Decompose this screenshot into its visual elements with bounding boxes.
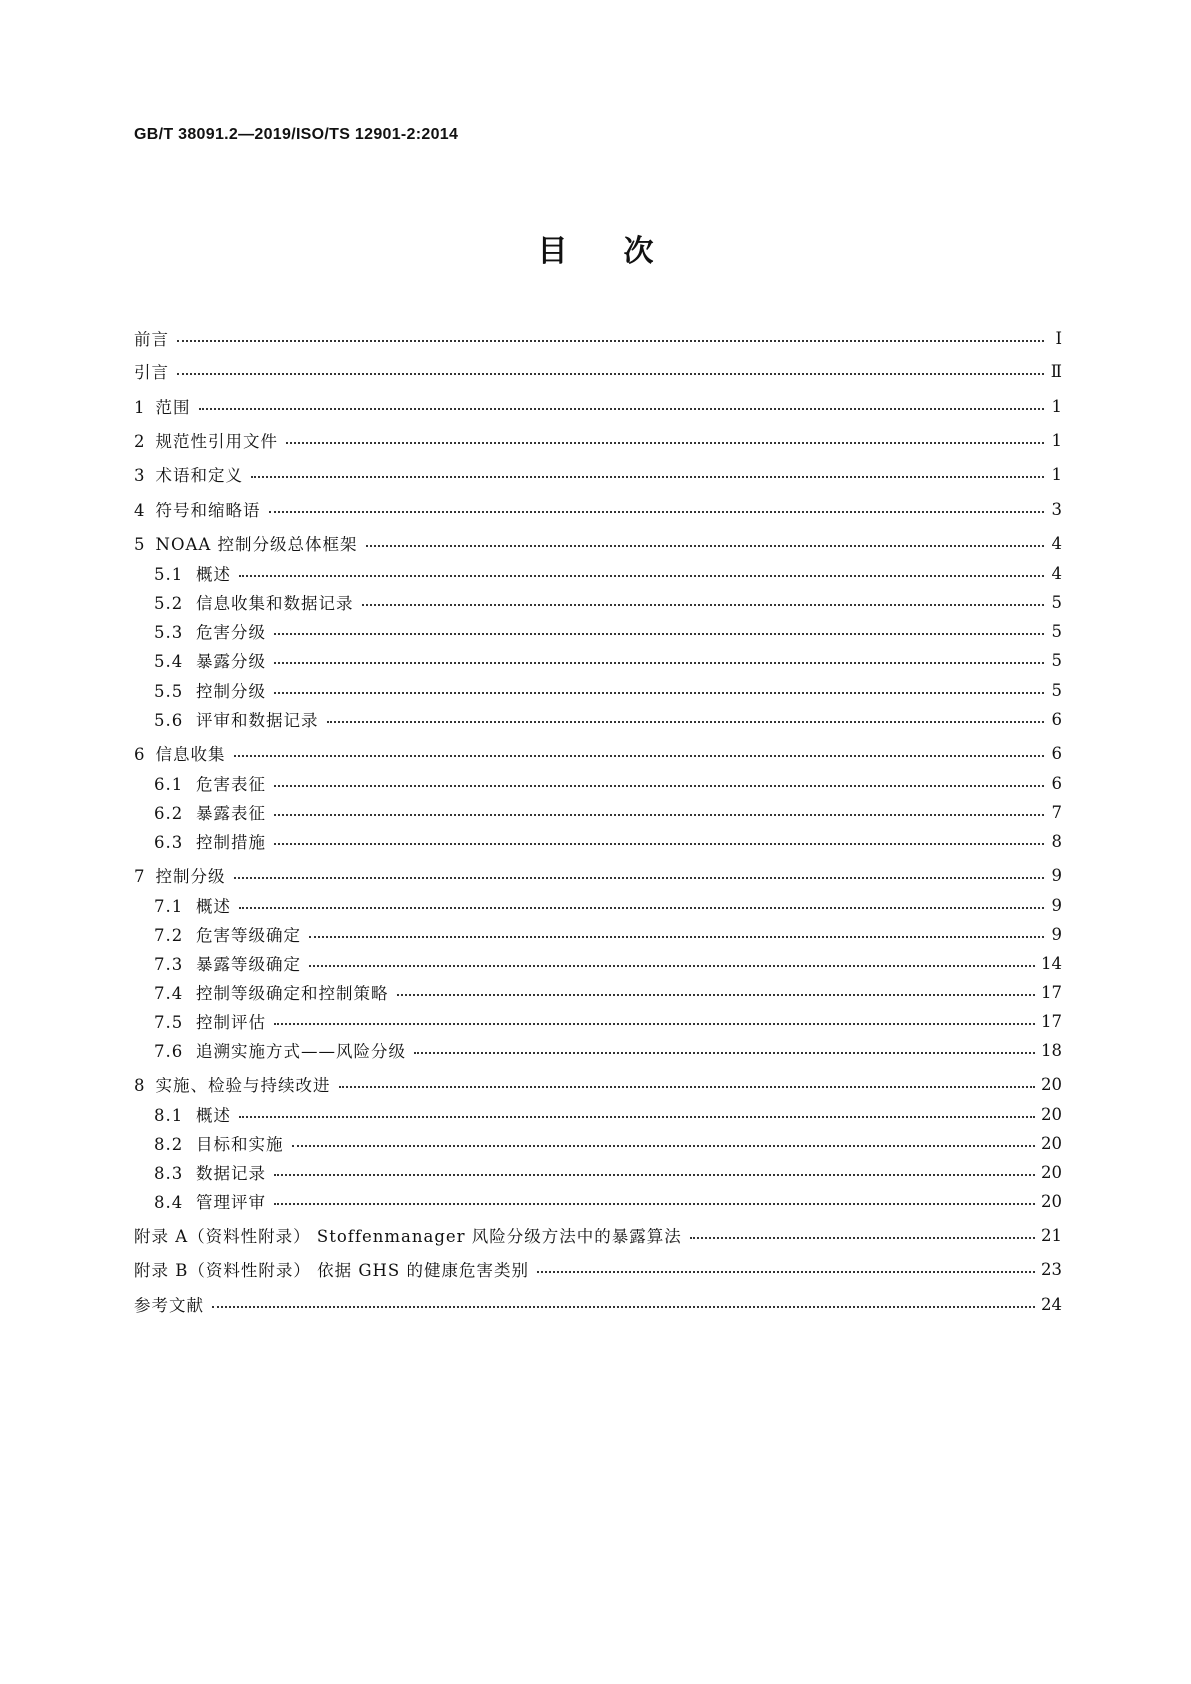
toc-entry[interactable] <box>154 1190 1062 1212</box>
toc-entry-text: 概述 <box>196 565 231 584</box>
toc-dot-leader <box>177 373 1044 375</box>
toc-entry-number: 8.1 <box>154 1106 184 1125</box>
toc-entry-number: 6.2 <box>154 804 184 823</box>
toc-entry-label <box>154 619 266 643</box>
toc-entry[interactable] <box>154 649 1062 671</box>
toc-entry[interactable] <box>134 1293 1062 1315</box>
toc-entry-label <box>154 707 319 731</box>
toc-entry-text: 暴露表征 <box>196 804 266 823</box>
toc-dot-leader <box>269 511 1045 513</box>
toc-entry-text: 前言 <box>134 330 169 349</box>
toc-entry-page: 6 <box>1051 743 1062 763</box>
toc-entry-page: 17 <box>1041 1011 1062 1031</box>
toc-entry[interactable] <box>154 562 1062 584</box>
toc-entry[interactable] <box>154 830 1062 852</box>
toc-entry-label <box>134 1257 529 1281</box>
toc-entry-text: 概述 <box>196 897 231 916</box>
toc-entry-page: 20 <box>1041 1191 1062 1211</box>
toc-entry-text: 信息收集和数据记录 <box>196 594 354 613</box>
toc-dot-leader <box>286 442 1044 444</box>
toc-entry-page: Ⅱ <box>1050 361 1062 381</box>
toc-entry-label <box>134 1223 682 1247</box>
toc-entry-text: 危害分级 <box>196 623 266 642</box>
toc-entry-label <box>134 428 278 452</box>
toc-entry-number: 7.3 <box>154 955 184 974</box>
toc-entry-text: 追溯实施方式——风险分级 <box>196 1042 406 1061</box>
toc-entry-label <box>154 1102 231 1126</box>
toc-entry-label <box>154 1189 266 1213</box>
toc-entry-number: 6.3 <box>154 833 184 852</box>
toc-entry-number: 1 <box>134 398 146 417</box>
toc-entry-page: 1 <box>1051 396 1062 416</box>
toc-entry-number: 4 <box>134 501 146 520</box>
toc-entry-text: 符号和缩略语 <box>155 501 261 520</box>
toc-entry[interactable] <box>134 532 1062 554</box>
toc-entry-label <box>154 922 301 946</box>
toc-entry-label <box>134 497 261 521</box>
toc-entry-label <box>154 678 266 702</box>
toc-entry-page: 7 <box>1051 802 1062 822</box>
toc-dot-leader <box>274 1203 1035 1205</box>
toc-entry-page: 6 <box>1051 773 1062 793</box>
toc-entry-page: 5 <box>1051 592 1062 612</box>
toc-dot-leader <box>274 633 1044 635</box>
toc-entry[interactable] <box>154 894 1062 916</box>
toc-entry[interactable] <box>134 498 1062 520</box>
toc-entry-label <box>154 800 266 824</box>
toc-entry-text: 参考文献 <box>134 1296 204 1315</box>
toc-entry[interactable] <box>134 1258 1062 1280</box>
toc-entry-label <box>154 951 301 975</box>
toc-entry-text: 暴露分级 <box>196 652 266 671</box>
toc-entry-text: 控制评估 <box>196 1013 266 1032</box>
toc-entry-text: 控制分级 <box>155 867 226 886</box>
toc-entry-text: 危害表征 <box>196 775 266 794</box>
toc-dot-leader <box>274 1023 1035 1025</box>
toc-entry-page: 4 <box>1051 563 1062 583</box>
toc-dot-leader <box>397 994 1036 996</box>
toc-entry-page: 18 <box>1041 1040 1062 1060</box>
toc-entry-page: 20 <box>1041 1133 1062 1153</box>
toc-entry-page: 17 <box>1041 982 1062 1002</box>
toc-dot-leader <box>177 340 1044 342</box>
toc-entry-page: 20 <box>1041 1104 1062 1124</box>
toc-entry-number: 5.5 <box>154 682 184 701</box>
toc-entry-text: 规范性引用文件 <box>155 432 278 451</box>
toc-dot-leader <box>239 1116 1035 1118</box>
toc-entry-label <box>154 1009 266 1033</box>
toc-entry-text: 实施、检验与持续改进 <box>155 1076 331 1095</box>
toc-entry-label <box>154 829 266 853</box>
toc-dot-leader <box>274 692 1044 694</box>
toc-entry-page: 1 <box>1051 464 1062 484</box>
toc-entry[interactable] <box>154 1010 1062 1032</box>
toc-entry[interactable] <box>134 864 1062 886</box>
toc-entry-page: 20 <box>1041 1074 1062 1094</box>
toc-entry-page: 4 <box>1051 533 1062 553</box>
toc-entry-number: 7.5 <box>154 1013 184 1032</box>
toc-entry-number: 8.4 <box>154 1193 184 1212</box>
toc-entry-text: 引言 <box>134 363 169 382</box>
toc-entry-number: 7 <box>134 867 146 886</box>
toc-entry-number: 8.3 <box>154 1164 184 1183</box>
toc-entry-number: 5.1 <box>154 565 184 584</box>
toc-dot-leader <box>212 1306 1035 1308</box>
toc-entry-label <box>134 863 226 887</box>
toc-entry-label <box>134 462 243 486</box>
toc-entry-number: 5.3 <box>154 623 184 642</box>
toc-entry-page: 5 <box>1051 621 1062 641</box>
toc-entry-label <box>154 1160 266 1184</box>
toc-entry-number: 6 <box>134 745 146 764</box>
toc-entry-number: 6.1 <box>154 775 184 794</box>
toc-entry-number: 5.2 <box>154 594 184 613</box>
toc-dot-leader <box>199 408 1045 410</box>
toc-entry-text: 数据记录 <box>196 1164 266 1183</box>
toc-entry-page: Ⅰ <box>1055 328 1062 348</box>
toc-entry[interactable] <box>154 801 1062 823</box>
toc-entry[interactable] <box>134 1224 1062 1246</box>
toc-dot-leader <box>362 604 1045 606</box>
toc-entry-number: 5.6 <box>154 711 184 730</box>
toc-entry[interactable] <box>154 1132 1062 1154</box>
toc-entry-text: 概述 <box>196 1106 231 1125</box>
toc-entry[interactable] <box>154 923 1062 945</box>
toc-entry-number: 7.4 <box>154 984 184 1003</box>
toc-dot-leader <box>274 785 1044 787</box>
toc-entry-page: 8 <box>1051 831 1062 851</box>
toc-entry-number: 5 <box>134 535 146 554</box>
toc-entry[interactable] <box>154 620 1062 642</box>
toc-entry-text: 术语和定义 <box>155 466 243 485</box>
toc-entry-text: 控制措施 <box>196 833 266 852</box>
toc-dot-leader <box>274 843 1044 845</box>
toc-entry-number: 5.4 <box>154 652 184 671</box>
toc-entry-number: 7.2 <box>154 926 184 945</box>
page-title: 目次 <box>537 234 710 269</box>
toc-entry-page: 5 <box>1051 650 1062 670</box>
toc-entry-page: 24 <box>1041 1294 1062 1314</box>
toc-entry[interactable] <box>134 327 1062 349</box>
toc-entry-text: 控制分级 <box>196 682 266 701</box>
toc-entry-text: 评审和数据记录 <box>196 711 319 730</box>
toc-entry-page: 23 <box>1041 1259 1062 1279</box>
toc-entry-text: 附录 A（资料性附录） Stoffenmanager 风险分级方法中的暴露算法 <box>134 1227 682 1246</box>
toc-entry-text: NOAA 控制分级总体框架 <box>155 535 358 554</box>
toc-entry[interactable] <box>154 772 1062 794</box>
toc-dot-leader <box>274 814 1044 816</box>
toc-entry-label <box>134 1072 331 1096</box>
toc-entry[interactable] <box>154 952 1062 974</box>
toc-dot-leader <box>414 1052 1035 1054</box>
toc-entry-text: 目标和实施 <box>196 1135 284 1154</box>
toc-dot-leader <box>690 1237 1035 1239</box>
toc-dot-leader <box>234 755 1045 757</box>
toc-entry-page: 5 <box>1051 680 1062 700</box>
toc-entry-label <box>134 741 226 765</box>
toc-entry-page: 20 <box>1041 1162 1062 1182</box>
toc-entry-page: 1 <box>1051 430 1062 450</box>
toc-dot-leader <box>309 936 1044 938</box>
toc-entry[interactable] <box>154 1039 1062 1061</box>
toc-entry-text: 附录 B（资料性附录） 依据 GHS 的健康危害类别 <box>134 1261 529 1280</box>
toc-entry-text: 信息收集 <box>155 745 226 764</box>
toc-entry-label <box>154 1038 406 1062</box>
toc-entry-page: 9 <box>1051 895 1062 915</box>
toc-dot-leader <box>274 1174 1035 1176</box>
toc-entry[interactable] <box>154 1161 1062 1183</box>
toc-entry-page: 9 <box>1051 865 1062 885</box>
toc-dot-leader <box>239 907 1044 909</box>
toc-entry-page: 14 <box>1041 953 1062 973</box>
toc-dot-leader <box>327 721 1045 723</box>
toc-entry-label <box>154 648 266 672</box>
toc-entry[interactable] <box>134 463 1062 485</box>
toc-dot-leader <box>239 575 1044 577</box>
toc-entry-text: 管理评审 <box>196 1193 266 1212</box>
toc-dot-leader <box>366 545 1044 547</box>
toc-entry-label <box>154 1131 284 1155</box>
toc-entry-label <box>134 359 169 383</box>
toc-entry-number: 7.6 <box>154 1042 184 1061</box>
toc-entry-page: 21 <box>1041 1225 1062 1245</box>
toc-entry-page: 9 <box>1051 924 1062 944</box>
toc-entry-number: 2 <box>134 432 146 451</box>
toc-entry-page: 3 <box>1051 499 1062 519</box>
toc-entry-label <box>134 326 169 350</box>
toc-dot-leader <box>537 1271 1035 1273</box>
toc-entry-number: 7.1 <box>154 897 184 916</box>
toc-entry[interactable] <box>134 395 1062 417</box>
toc-dot-leader <box>234 877 1045 879</box>
toc-entry[interactable] <box>134 429 1062 451</box>
toc-entry-number: 8 <box>134 1076 146 1095</box>
toc-entry-number: 3 <box>134 466 146 485</box>
toc-dot-leader <box>309 965 1035 967</box>
toc-entry-page: 6 <box>1051 709 1062 729</box>
toc-entry[interactable] <box>154 679 1062 701</box>
toc-entry[interactable] <box>154 1103 1062 1125</box>
toc-entry[interactable] <box>134 1073 1062 1095</box>
toc-entry[interactable] <box>154 591 1062 613</box>
toc-entry-text: 危害等级确定 <box>196 926 301 945</box>
toc-dot-leader <box>292 1145 1036 1147</box>
toc-dot-leader <box>339 1086 1036 1088</box>
toc-entry-text: 范围 <box>155 398 191 417</box>
toc-dot-leader <box>251 476 1044 478</box>
toc-entry-label <box>154 590 354 614</box>
toc-entry-label <box>154 771 266 795</box>
toc-entry-label <box>134 1292 204 1316</box>
toc-entry[interactable] <box>154 981 1062 1003</box>
toc-entry-number: 8.2 <box>154 1135 184 1154</box>
toc-entry-label <box>154 980 389 1004</box>
standard-code-header: GB/T 38091.2—2019/ISO/TS 12901-2:2014 <box>134 126 459 143</box>
toc-entry[interactable] <box>134 360 1062 382</box>
toc-entry-text: 暴露等级确定 <box>196 955 301 974</box>
toc-entry[interactable] <box>154 708 1062 730</box>
toc-entry[interactable] <box>134 742 1062 764</box>
toc-entry-label <box>134 531 358 555</box>
toc-entry-label <box>154 893 231 917</box>
toc-entry-label <box>134 394 191 418</box>
toc-entry-label <box>154 561 231 585</box>
toc-entry-text: 控制等级确定和控制策略 <box>196 984 389 1003</box>
toc-dot-leader <box>274 662 1044 664</box>
